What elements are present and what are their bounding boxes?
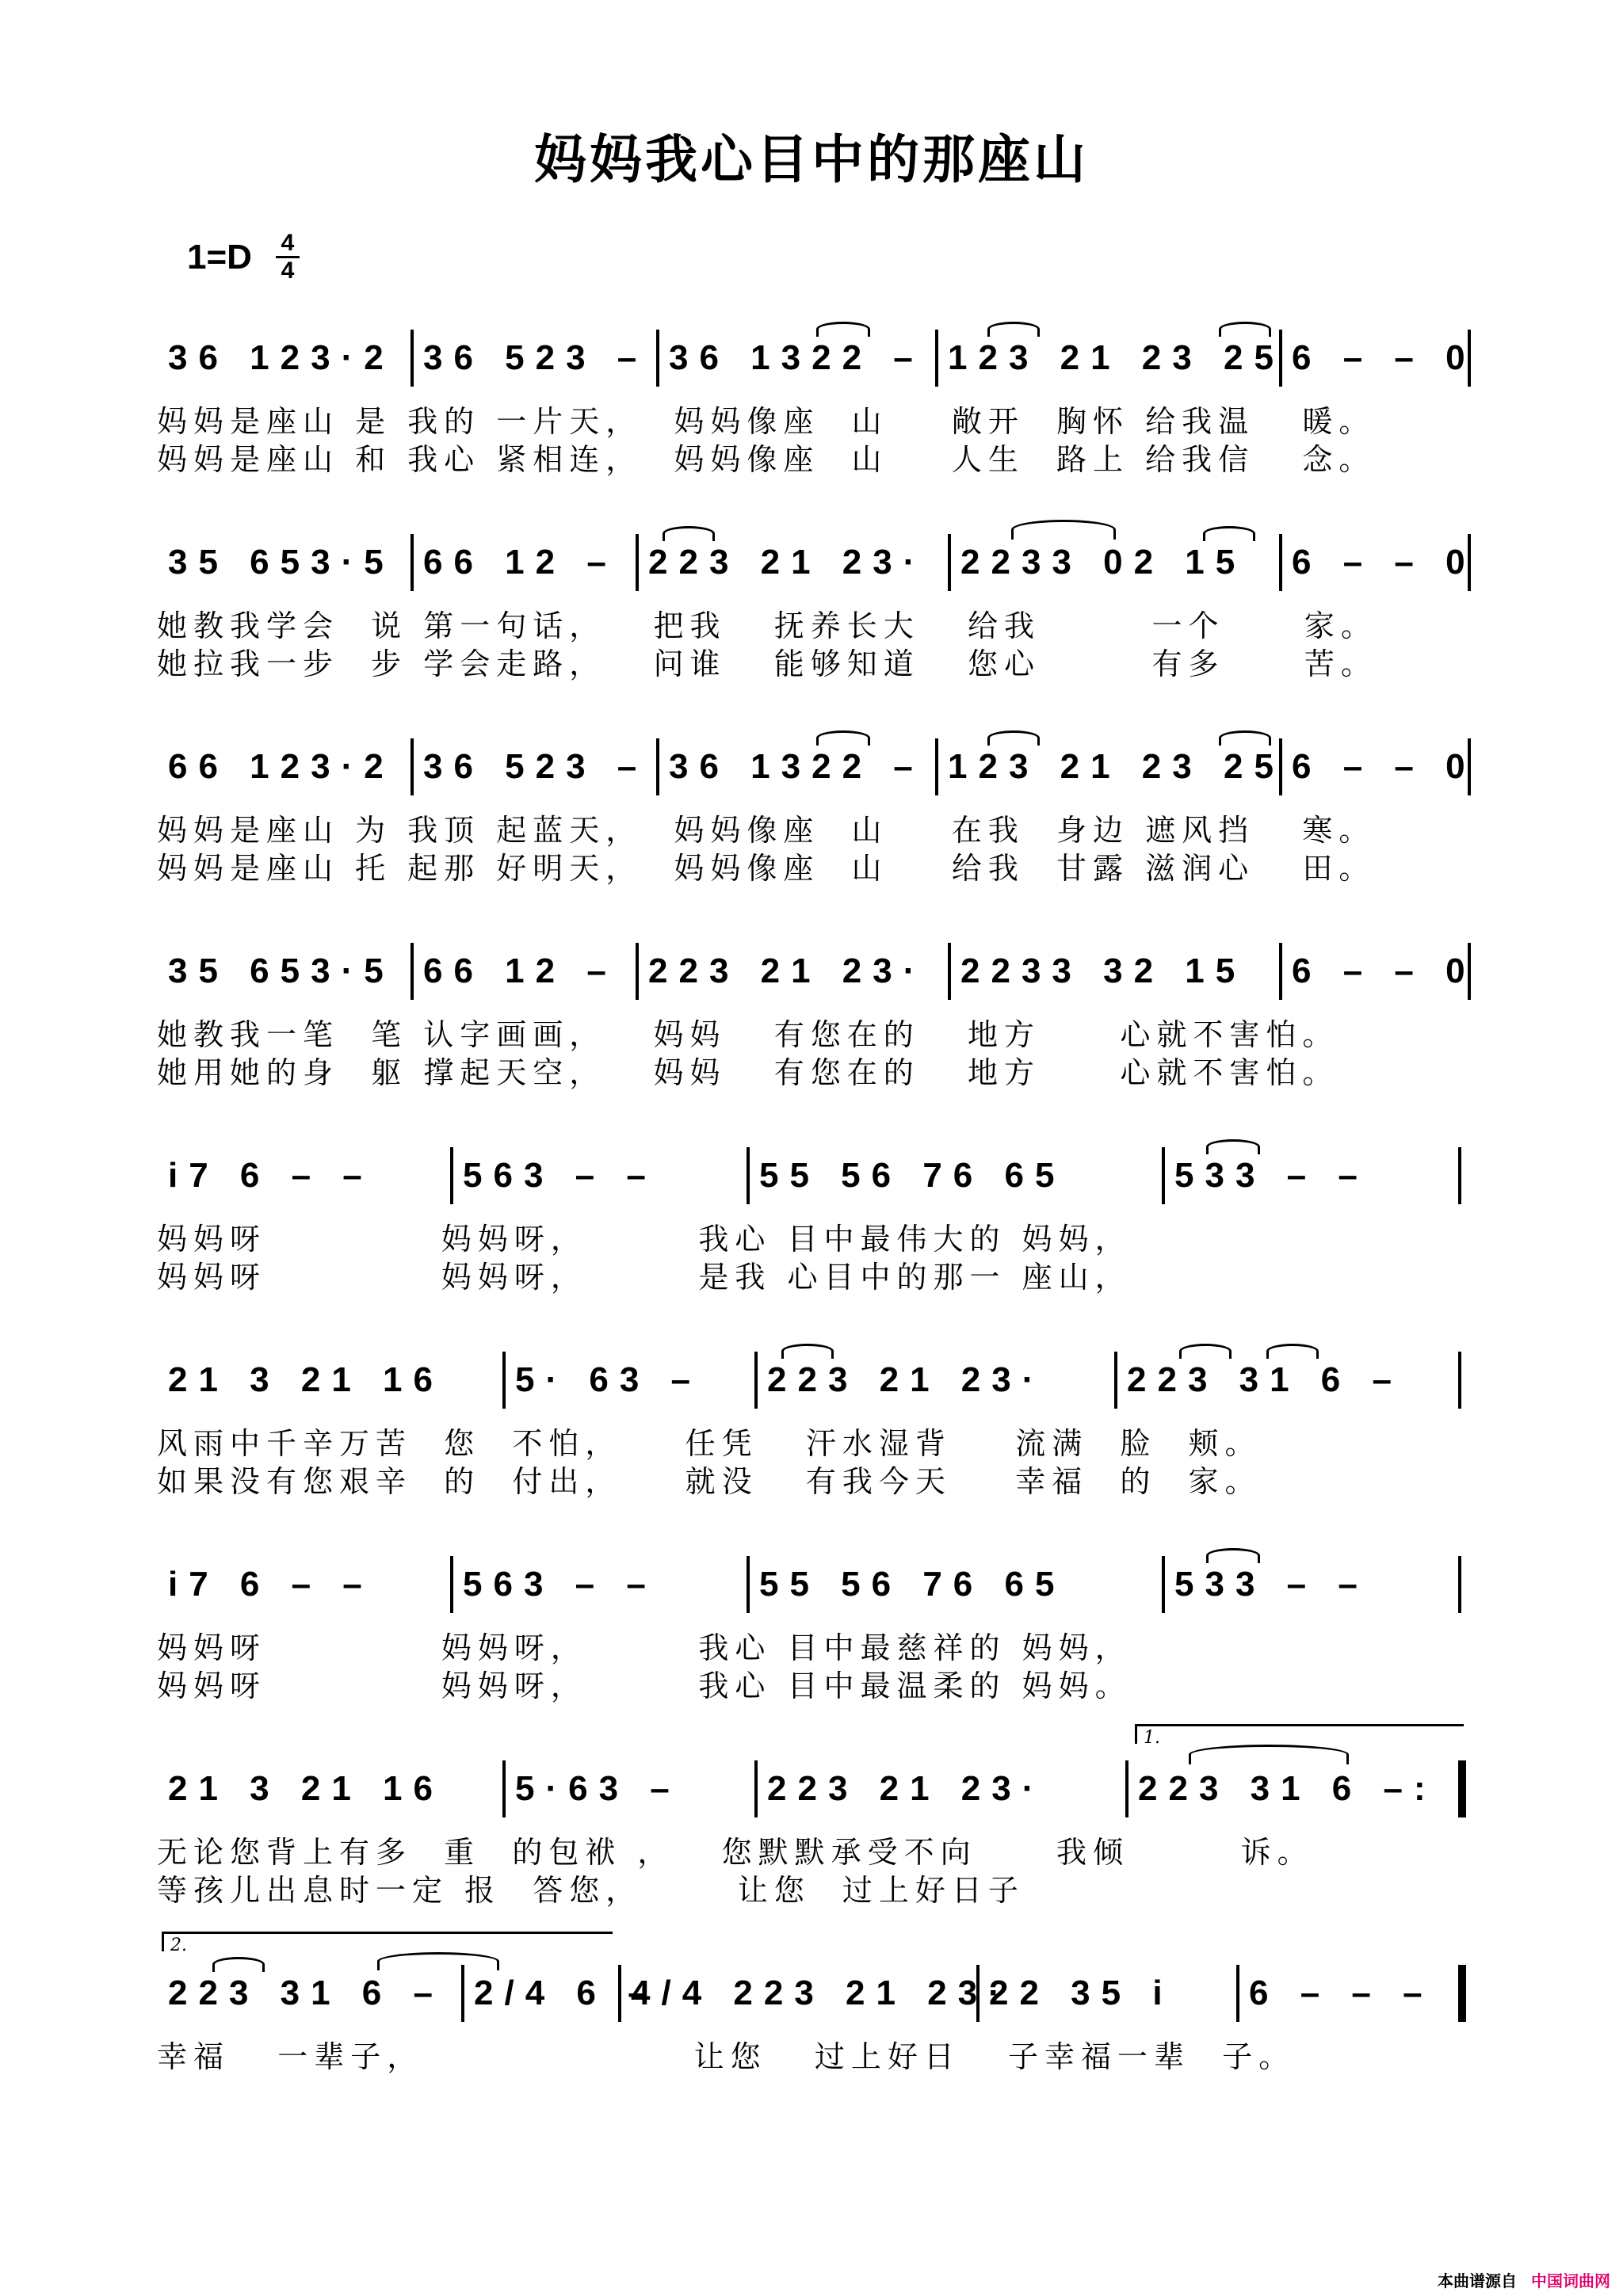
measure: 5· 63 – bbox=[515, 1360, 701, 1399]
measure: 21 3 21 16 bbox=[168, 1360, 444, 1399]
measure: 223 21 23· bbox=[767, 1360, 1045, 1399]
measure: 123 21 23 25 bbox=[948, 747, 1285, 786]
measure: 2233 02 15 bbox=[960, 543, 1247, 582]
slur bbox=[1266, 1344, 1319, 1359]
footer-source-text: 本曲谱源自 bbox=[1438, 2273, 1517, 2290]
notes-row bbox=[158, 1142, 1474, 1209]
notes-row bbox=[158, 1756, 1474, 1822]
lyric-line: 如果没有您艰辛 的 付出， 就没 有我今天 幸福 的 家。 bbox=[157, 1464, 1262, 1499]
measure: 66 12 – bbox=[423, 952, 617, 990]
lyric-line: 风雨中千辛万苦 您 不怕， 任凭 汗水湿背 流满 脸 颊。 bbox=[157, 1426, 1262, 1461]
measure: 2/4 6 – bbox=[474, 1974, 659, 2012]
measure: 36 523 – bbox=[423, 338, 648, 377]
slur bbox=[377, 1952, 499, 1970]
measure: 223 31 6 –: bbox=[1138, 1769, 1437, 1808]
lyrics bbox=[158, 811, 1474, 887]
notes-row bbox=[158, 1347, 1474, 1413]
measure: 223 31 6 – bbox=[1127, 1360, 1403, 1399]
barline bbox=[1458, 1352, 1461, 1409]
key-signature: 1=D bbox=[187, 238, 252, 277]
measure: 223 21 23· bbox=[767, 1769, 1045, 1808]
slur bbox=[1219, 322, 1271, 337]
slur bbox=[1189, 1745, 1349, 1764]
barline bbox=[1458, 1147, 1461, 1204]
slur bbox=[987, 322, 1040, 337]
measure: 223 31 6 – bbox=[168, 1974, 444, 2012]
notes-row bbox=[158, 529, 1474, 596]
lyric-line: 妈妈是座山 和 我心 紧相连， 妈妈像座 山 人生 路上 给我信 念。 bbox=[157, 442, 1376, 477]
slur bbox=[212, 1957, 265, 1972]
volta-bracket-1 bbox=[1135, 1724, 1464, 1748]
measure: 223 21 23· bbox=[648, 952, 926, 990]
score-system-2 bbox=[158, 529, 1474, 683]
volta-label: 2. bbox=[170, 1936, 187, 1955]
score-system-6 bbox=[158, 1347, 1474, 1501]
slur bbox=[1206, 1548, 1260, 1563]
final-barline bbox=[1458, 1965, 1466, 2022]
slur bbox=[1219, 730, 1271, 746]
measure: 6 – – 0 bbox=[1292, 338, 1476, 377]
lyrics bbox=[158, 2038, 1474, 2076]
measure: 55 56 76 65 bbox=[759, 1156, 1066, 1195]
lyrics bbox=[158, 607, 1474, 683]
measure: 22 35 i bbox=[989, 1974, 1174, 2012]
lyrics bbox=[158, 1629, 1474, 1705]
lyric-line: 妈妈呀 妈妈呀， 是我 心目中的那一 座山， bbox=[157, 1260, 1132, 1295]
measure: 36 1322 – bbox=[669, 747, 924, 786]
measure: 223 21 23· bbox=[648, 543, 926, 582]
lyric-line: 妈妈是座山 是 我的 一片天， 妈妈像座 山 敞开 胸怀 给我温 暖。 bbox=[157, 404, 1376, 439]
slur bbox=[816, 730, 870, 746]
measure: 6 – – 0 bbox=[1292, 952, 1476, 990]
footer-source bbox=[1438, 2268, 1610, 2291]
volta-bracket-2 bbox=[162, 1932, 613, 1955]
lyric-line: 等孩儿出息时一定 报 答您， 让您 过上好日子 bbox=[157, 1873, 1025, 1908]
song-title: 妈妈我心目中的那座山 bbox=[534, 128, 1089, 190]
score-system-8 bbox=[157, 1728, 1474, 1909]
measure: 66 12 – bbox=[423, 543, 617, 582]
time-signature-top: 4 bbox=[281, 230, 295, 256]
measure: 35 653·5 bbox=[168, 543, 395, 582]
score-system-3 bbox=[158, 734, 1474, 887]
notes-row bbox=[158, 938, 1474, 1005]
measure: 35 653·5 bbox=[168, 952, 395, 990]
measure: 6 – – 0 bbox=[1292, 543, 1476, 582]
lyrics bbox=[158, 1016, 1474, 1092]
lyrics bbox=[158, 1220, 1474, 1296]
measure: 36 1322 – bbox=[669, 338, 924, 377]
notes-row bbox=[158, 1551, 1474, 1618]
slur bbox=[987, 730, 1040, 746]
footer-brand[interactable]: 中国词曲网 bbox=[1531, 2273, 1610, 2290]
slur bbox=[1179, 1344, 1232, 1359]
time-signature bbox=[276, 231, 300, 283]
notes-row bbox=[158, 734, 1474, 800]
measure: 2233 32 15 bbox=[960, 952, 1247, 990]
slur bbox=[1203, 526, 1255, 541]
time-signature-bottom: 4 bbox=[281, 257, 295, 284]
slur bbox=[816, 322, 870, 337]
score-system-5 bbox=[158, 1142, 1474, 1296]
notes-row bbox=[158, 1960, 1474, 2027]
lyric-line: 她拉我一步 步 学会走路， 问谁 能够知道 您心 有多 苦。 bbox=[157, 646, 1377, 681]
lyric-line: 妈妈是座山 托 起那 好明天， 妈妈像座 山 给我 甘露 滋润心 田。 bbox=[157, 851, 1376, 886]
lyric-line: 妈妈呀 妈妈呀， 我心 目中最温柔的 妈妈。 bbox=[157, 1669, 1132, 1703]
slur bbox=[781, 1344, 834, 1359]
measure: 6 – – – bbox=[1249, 1974, 1434, 2012]
lyrics bbox=[158, 402, 1474, 479]
lyric-line: 她用她的身 躯 撑起天空， 妈妈 有您在的 地方 心就不害怕。 bbox=[157, 1055, 1339, 1090]
measure: 123 21 23 25 bbox=[948, 338, 1285, 377]
lyric-line: 幸福 一辈子， 让您 过上好日 子幸福一辈 子。 bbox=[157, 2039, 1296, 2074]
lyrics bbox=[158, 1833, 1474, 1909]
score-system-4 bbox=[158, 938, 1474, 1092]
measure: 533 – – bbox=[1174, 1565, 1369, 1604]
lyric-line: 她教我学会 说 第一句话， 把我 抚养长大 给我 一个 家。 bbox=[157, 608, 1377, 643]
score-system-9 bbox=[157, 1936, 1474, 2076]
notes-row bbox=[158, 325, 1474, 391]
slur bbox=[1011, 520, 1116, 540]
lyric-line: 无论您背上有多 重 的包袱 ， 您默默承受不向 我倾 诉。 bbox=[157, 1835, 1314, 1870]
measure: 66 123·2 bbox=[168, 747, 395, 786]
measure: 21 3 21 16 bbox=[168, 1769, 444, 1808]
slur bbox=[1206, 1139, 1260, 1154]
measure: 55 56 76 65 bbox=[759, 1565, 1066, 1604]
measure: i7 6 – – bbox=[168, 1565, 373, 1604]
measure: 4/4 223 21 23· bbox=[631, 1974, 1011, 2012]
lyric-line: 妈妈呀 妈妈呀， 我心 目中最慈祥的 妈妈， bbox=[157, 1630, 1132, 1665]
measure: 533 – – bbox=[1174, 1156, 1369, 1195]
measure: 36 123·2 bbox=[168, 338, 395, 377]
lyrics bbox=[158, 1425, 1474, 1501]
measure: 563 – – bbox=[463, 1565, 657, 1604]
measure: 5·63 – bbox=[515, 1769, 681, 1808]
barline bbox=[1458, 1556, 1461, 1613]
score-system-7 bbox=[158, 1551, 1474, 1705]
measure: 6 – – 0 bbox=[1292, 747, 1476, 786]
measure: 563 – – bbox=[463, 1156, 657, 1195]
measure: 36 523 – bbox=[423, 747, 648, 786]
score-system-1 bbox=[158, 325, 1474, 479]
measure: i7 6 – – bbox=[168, 1156, 373, 1195]
lyric-line: 她教我一笔 笔 认字画画， 妈妈 有您在的 地方 心就不害怕。 bbox=[157, 1017, 1339, 1052]
lyric-line: 妈妈是座山 为 我顶 起蓝天， 妈妈像座 山 在我 身边 遮风挡 寒。 bbox=[157, 813, 1376, 848]
slur bbox=[663, 526, 715, 541]
volta-label: 1. bbox=[1144, 1728, 1160, 1748]
repeat-barline bbox=[1458, 1760, 1466, 1817]
lyric-line: 妈妈呀 妈妈呀， 我心 目中最伟大的 妈妈， bbox=[157, 1222, 1132, 1257]
